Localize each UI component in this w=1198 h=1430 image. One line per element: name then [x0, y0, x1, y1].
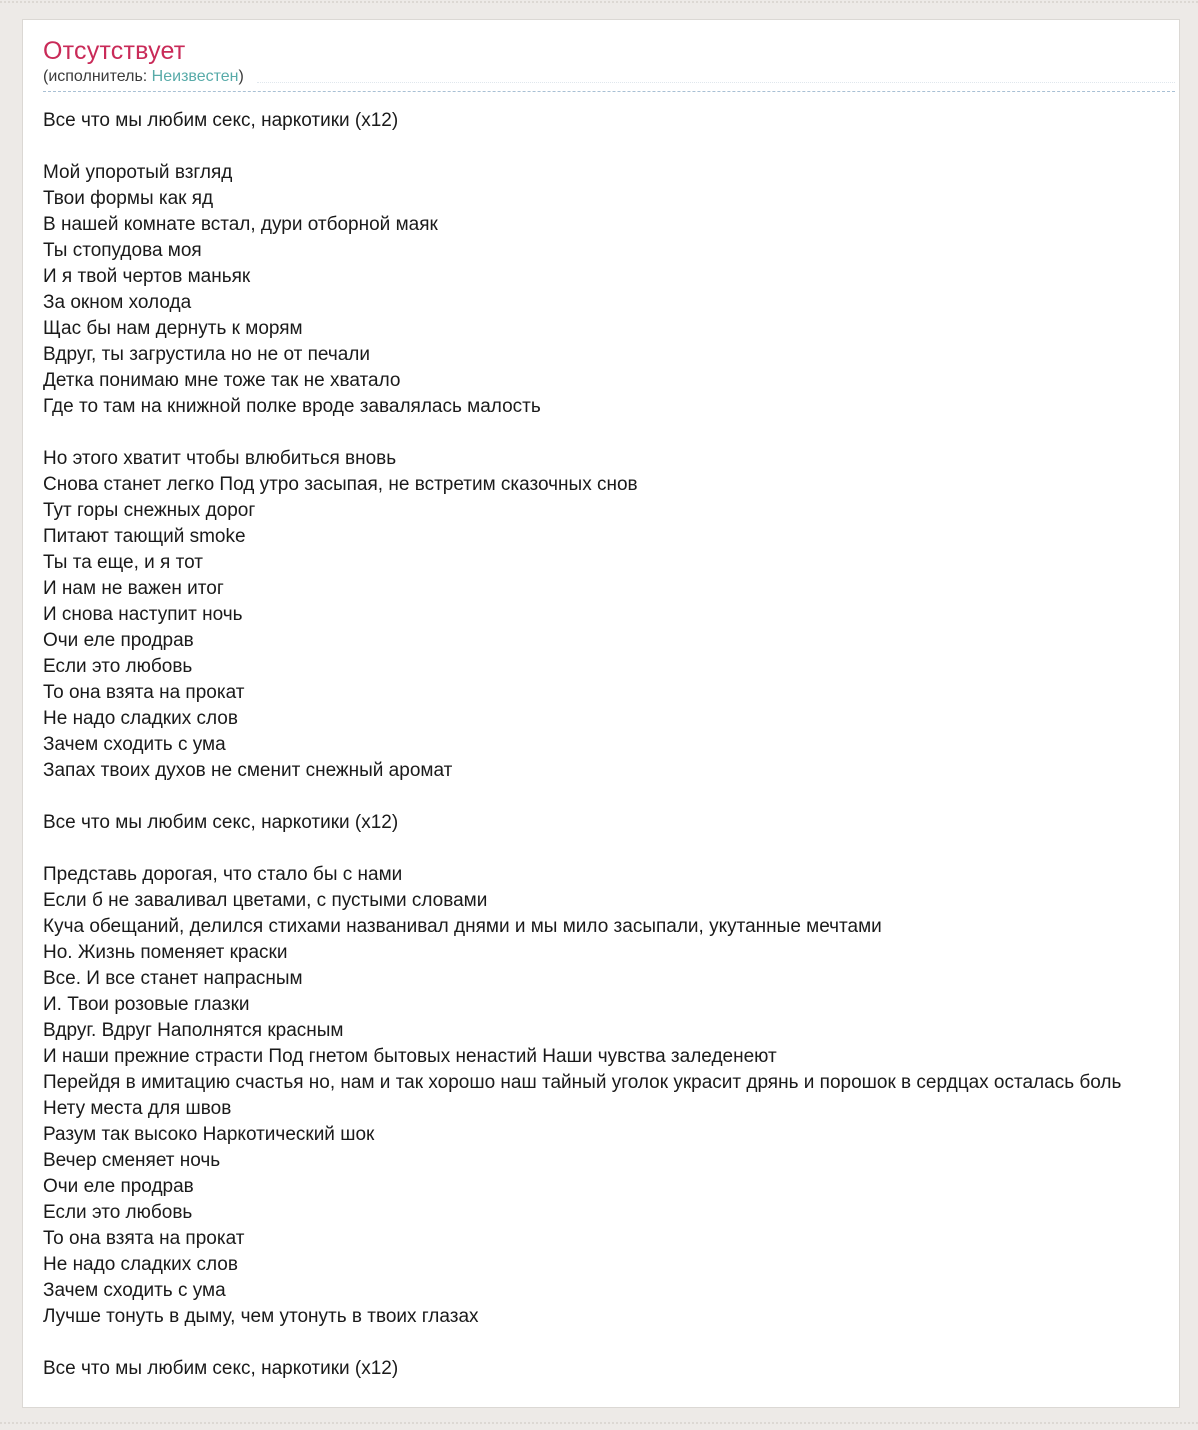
- artist-link[interactable]: Неизвестен: [151, 68, 239, 85]
- lyric-line: То она взята на прокат: [43, 1228, 245, 1249]
- lyric-line: И нам не важен итог: [43, 578, 224, 599]
- lyric-line: И. Твои розовые глазки: [43, 994, 250, 1015]
- lyric-line: Запах твоих духов не сменит снежный аромат: [43, 760, 453, 781]
- lyric-line: И я твой чертов маньяк: [43, 266, 251, 287]
- lyrics-text: [43, 108, 1159, 1382]
- lyric-line: Твои формы как яд: [43, 188, 214, 209]
- lyric-line: И снова наступит ночь: [43, 604, 243, 625]
- lyric-line: Лучше тонуть в дыму, чем утонуть в твоих глазах: [43, 1306, 479, 1327]
- lyric-line: Питают тающий smoke: [43, 526, 246, 547]
- lyric-line: Но этого хватит чтобы влюбиться вновь: [43, 448, 397, 469]
- lyric-line: Если это любовь: [43, 656, 193, 677]
- lyric-line: Нету места для швов: [43, 1098, 232, 1119]
- lyric-line: Детка понимаю мне тоже так не хватало: [43, 370, 401, 391]
- lyric-line: Если это любовь: [43, 1202, 193, 1223]
- artist-line: [43, 66, 1159, 88]
- lyric-line: Где то там на книжной полке вроде завалялась малость: [43, 396, 541, 417]
- song-header: [43, 36, 1159, 92]
- lyric-line: В нашей комнате встал, дури отборной маяк: [43, 214, 438, 235]
- lyric-line: Не надо сладких слов: [43, 1254, 238, 1275]
- lyric-line: Мой упоротый взгляд: [43, 162, 233, 183]
- lyrics-card: [22, 19, 1180, 1408]
- lyric-line: Зачем сходить с ума: [43, 734, 226, 755]
- lyric-blank-line: [43, 784, 1159, 810]
- lyric-line: Вдруг. Вдруг Наполнятся красным: [43, 1020, 344, 1041]
- lyric-line: Вечер сменяет ночь: [43, 1150, 221, 1171]
- lyric-line: Вдруг, ты загрустила но не от печали: [43, 344, 370, 365]
- lyric-line: Очи еле продрав: [43, 1176, 194, 1197]
- lyric-line: Все что мы любим секс, наркотики (x12): [43, 1358, 399, 1379]
- lyric-line: Перейдя в имитацию счастья но, нам и так хорошо наш тайный уголок украсит дрянь и порошок в сердцах осталась боль: [43, 1072, 1122, 1093]
- artist-label: (исполнитель:: [43, 68, 152, 85]
- lyric-blank-line: [43, 420, 1159, 446]
- background-texture-line-bottom: [0, 1422, 1198, 1424]
- artist-label-suffix: ): [238, 68, 244, 85]
- lyric-line: За окном холода: [43, 292, 192, 313]
- dashed-separator: [43, 91, 1175, 92]
- lyric-line: Все. И все станет напрасным: [43, 968, 303, 989]
- background-texture-line-top: [0, 1, 1198, 3]
- song-title: Отсутствует: [43, 37, 186, 65]
- lyric-line: Щас бы нам дернуть к морям: [43, 318, 303, 339]
- lyric-line: То она взята на прокат: [43, 682, 245, 703]
- lyric-blank-line: [43, 836, 1159, 862]
- lyric-line: Если б не заваливал цветами, с пустыми словами: [43, 890, 488, 911]
- lyric-line: Зачем сходить с ума: [43, 1280, 226, 1301]
- lyric-line: Очи еле продрав: [43, 630, 194, 651]
- lyric-line: Снова станет легко Под утро засыпая, не встретим сказочных снов: [43, 474, 638, 495]
- lyric-blank-line: [43, 134, 1159, 160]
- lyric-line: Не надо сладких слов: [43, 708, 238, 729]
- lyric-line: Ты та еще, и я тот: [43, 552, 203, 573]
- lyric-line: И наши прежние страсти Под гнетом бытовых ненастий Наши чувства заледенеют: [43, 1046, 777, 1067]
- lyric-line: Все что мы любим секс, наркотики (x12): [43, 110, 399, 131]
- lyric-line: Куча обещаний, делился стихами названивал днями и мы мило засыпали, укутанные мечтами: [43, 916, 882, 937]
- header-leader-dots: [257, 82, 1175, 83]
- lyric-blank-line: [43, 1330, 1159, 1356]
- lyric-line: Тут горы снежных дорог: [43, 500, 256, 521]
- lyric-line: Представь дорогая, что стало бы с нами: [43, 864, 403, 885]
- lyric-line: Ты стопудова моя: [43, 240, 202, 261]
- lyric-line: Все что мы любим секс, наркотики (x12): [43, 812, 399, 833]
- lyric-line: Разум так высоко Наркотический шок: [43, 1124, 375, 1145]
- lyric-line: Но. Жизнь поменяет краски: [43, 942, 288, 963]
